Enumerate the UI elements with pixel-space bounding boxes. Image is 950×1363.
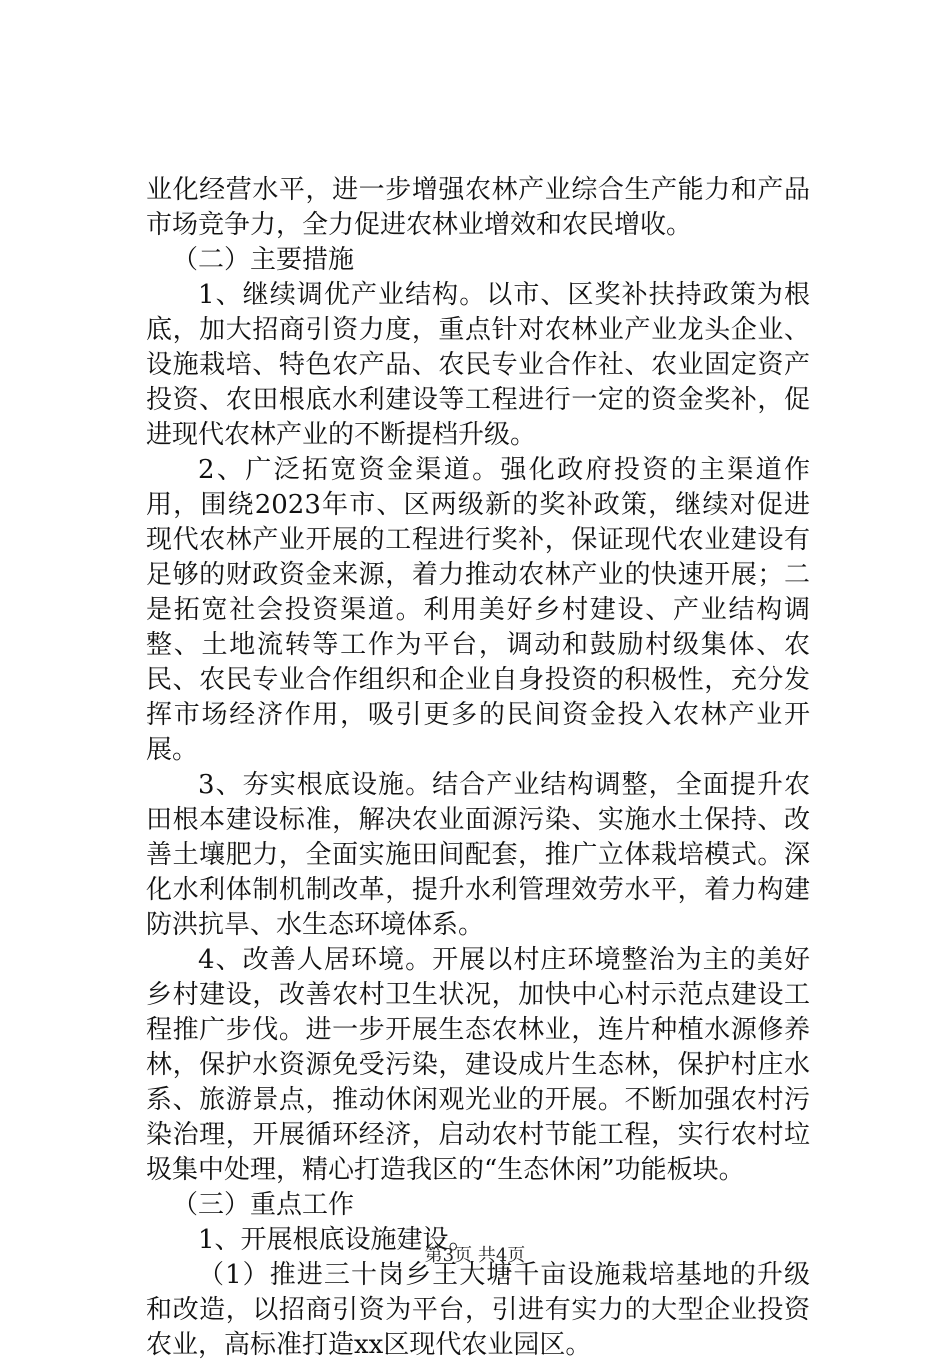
page-footer: 第3页 共4页 — [424, 1245, 526, 1266]
paragraph-continuation: 业化经营水平，进一步增强农林产业综合生产能力和产品市场竞争力，全力促进农林业增效和农民增收。 — [146, 175, 810, 240]
paragraph-agricultural-park: （1）推进三十岗乡王大塘千亩设施栽培基地的升级和改造，以招商引资为平台，引进有实力的大型企业投资农业，高标准打造xx区现代农业园区。 — [146, 1260, 810, 1360]
document-body — [146, 173, 810, 1363]
paragraph-industry-structure: 1、继续调优产业结构。以市、区奖补扶持政策为根底，加大招商引资力度，重点针对农林业产业龙头企业、设施栽培、特色农产品、农民专业合作社、农业固定资产投资、农田根底水利建设等工程进行一定的资金奖补，促进现代农林产业的不断提档升级。 — [146, 280, 810, 450]
paragraph-funding-channels: 2、广泛拓宽资金渠道。强化政府投资的主渠道作用，围绕2023年市、区两级新的奖补政策，继续对促进现代农林产业开展的工程进行奖补，保证现代农业建设有足够的财政资金来源，着力推动农林产业的快速开展；二是拓宽社会投资渠道。利用美好乡村建设、产业结构调整、土地流转等工作为平台，调动和鼓励村级集体、农民、农民专业合作组织和企业自身投资的积极性，充分发挥市场经济作用，吸引更多的民间资金投入农林产业开展。 — [146, 455, 810, 765]
paragraph-infrastructure-construction: 1、开展根底设施建设。 — [198, 1225, 475, 1255]
section-heading-key-work: （三）重点工作 — [172, 1190, 355, 1220]
section-heading-main-measures: （二）主要措施 — [172, 245, 355, 275]
paragraph-living-environment: 4、改善人居环境。开展以村庄环境整治为主的美好乡村建设，改善农村卫生状况，加快中心村示范点建设工程推广步伐。进一步开展生态农林业，连片种植水源修养林，保护水资源免受污染，建设成片生态林，保护村庄水系、旅游景点，推动休闲观光业的开展。不断加强农村污染治理，开展循环经济，启动农村节能工程，实行农村垃圾集中处理，精心打造我区的“生态休闲”功能板块。 — [146, 945, 810, 1185]
paragraph-infrastructure: 3、夯实根底设施。结合产业结构调整，全面提升农田根本建设标准，解决农业面源污染、实施水土保持、改善土壤肥力，全面实施田间配套，推广立体栽培模式。深化水利体制机制改革，提升水利管理效劳水平，着力构建防洪抗旱、水生态环境体系。 — [146, 770, 810, 940]
